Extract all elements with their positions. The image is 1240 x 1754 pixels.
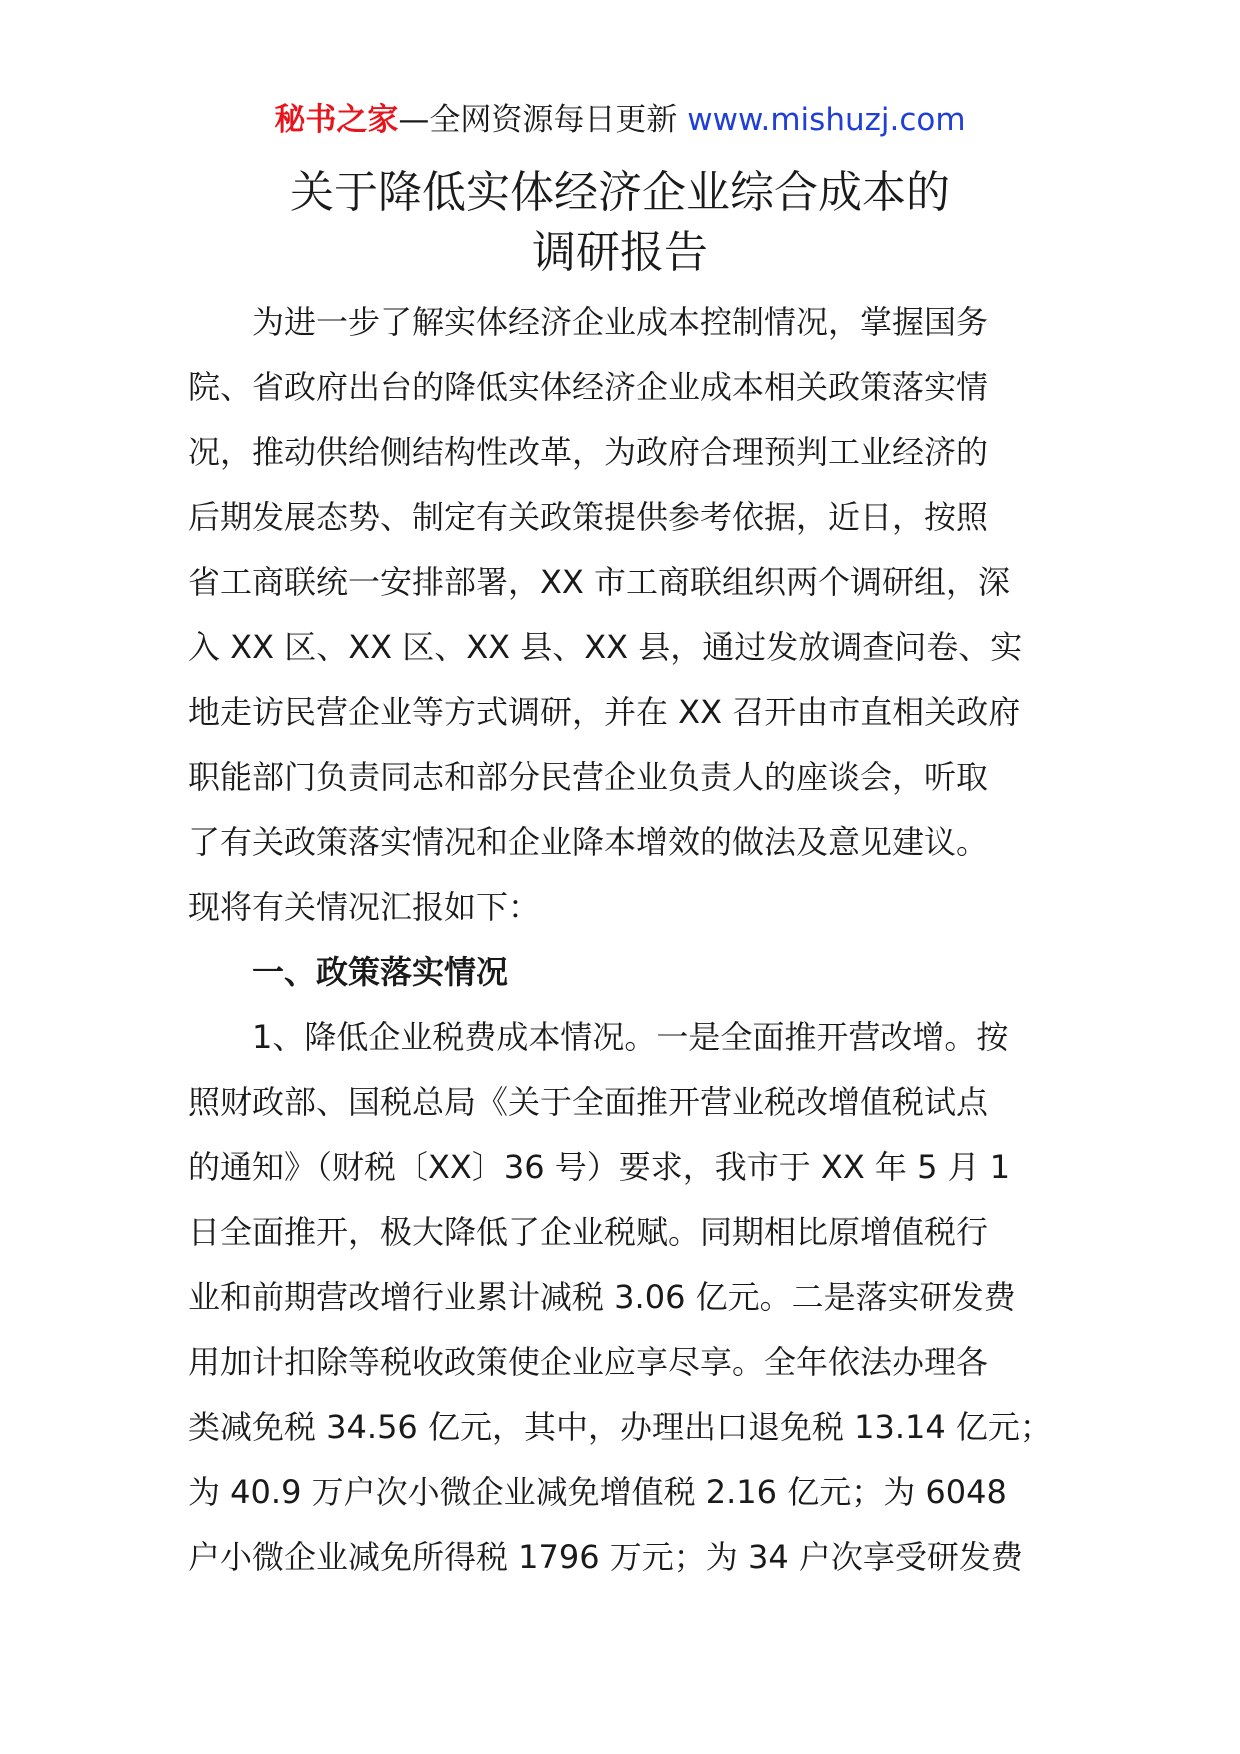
paragraph-line: 为进一步了解实体经济企业成本控制情况，掌握国务: [252, 303, 989, 341]
paragraph-line: 的通知》（财税〔XX〕36 号）要求，我市于 XX 年 5 月 1: [188, 1148, 1011, 1186]
document-title: [0, 163, 1240, 283]
paragraph-line: 入 XX 区、XX 区、XX 县、XX 县，通过发放调查问卷、实: [188, 628, 1023, 666]
section-heading: 一、政策落实情况: [252, 953, 509, 991]
paragraph-line: 了有关政策落实情况和企业降本增效的做法及意见建议。: [188, 823, 989, 861]
paragraph-line: 户小微企业减免所得税 1796 万元；为 34 户次享受研发费: [188, 1538, 1023, 1576]
site-url-link[interactable]: www.mishuzj.com: [687, 102, 966, 138]
document-title-line-1: 关于降低实体经济企业综合成本的: [290, 167, 950, 218]
paragraph-line: 类减免税 34.56 亿元，其中，办理出口退免税 13.14 亿元；: [188, 1408, 1052, 1446]
site-tagline: —全网资源每日更新: [398, 102, 678, 138]
paragraph-line: 后期发展态势、制定有关政策提供参考依据，近日，按照: [188, 498, 989, 536]
document-body: [188, 290, 1068, 1590]
paragraph-line: 况，推动供给侧结构性改革，为政府合理预判工业经济的: [188, 433, 989, 471]
paragraph-line: 1、降低企业税费成本情况。一是全面推开营改增。按: [252, 1018, 1009, 1056]
paragraph-line: 日全面推开，极大降低了企业税赋。同期相比原增值税行: [188, 1213, 989, 1251]
paragraph-line: 用加计扣除等税收政策使企业应享尽享。全年依法办理各: [188, 1343, 989, 1381]
paragraph-line: 业和前期营改增行业累计减税 3.06 亿元。二是落实研发费: [188, 1278, 1016, 1316]
paragraph-line: 省工商联统一安排部署，XX 市工商联组织两个调研组，深: [188, 563, 1011, 601]
paragraph-line: 职能部门负责同志和部分民营企业负责人的座谈会，听取: [188, 758, 989, 796]
paragraph-line: 地走访民营企业等方式调研，并在 XX 召开由市直相关政府: [188, 693, 1021, 731]
site-brand: 秘书之家: [274, 102, 399, 138]
document-title-line-2: 调研报告: [532, 227, 708, 278]
paragraph-line: 为 40.9 万户次小微企业减免增值税 2.16 亿元；为 6048: [188, 1473, 1007, 1511]
paragraph-line: 照财政部、国税总局《关于全面推开营业税改增值税试点: [188, 1083, 989, 1121]
site-header: [0, 100, 1240, 140]
paragraph-line: 现将有关情况汇报如下：: [188, 888, 541, 926]
paragraph-line: 院、省政府出台的降低实体经济企业成本相关政策落实情: [188, 368, 989, 406]
